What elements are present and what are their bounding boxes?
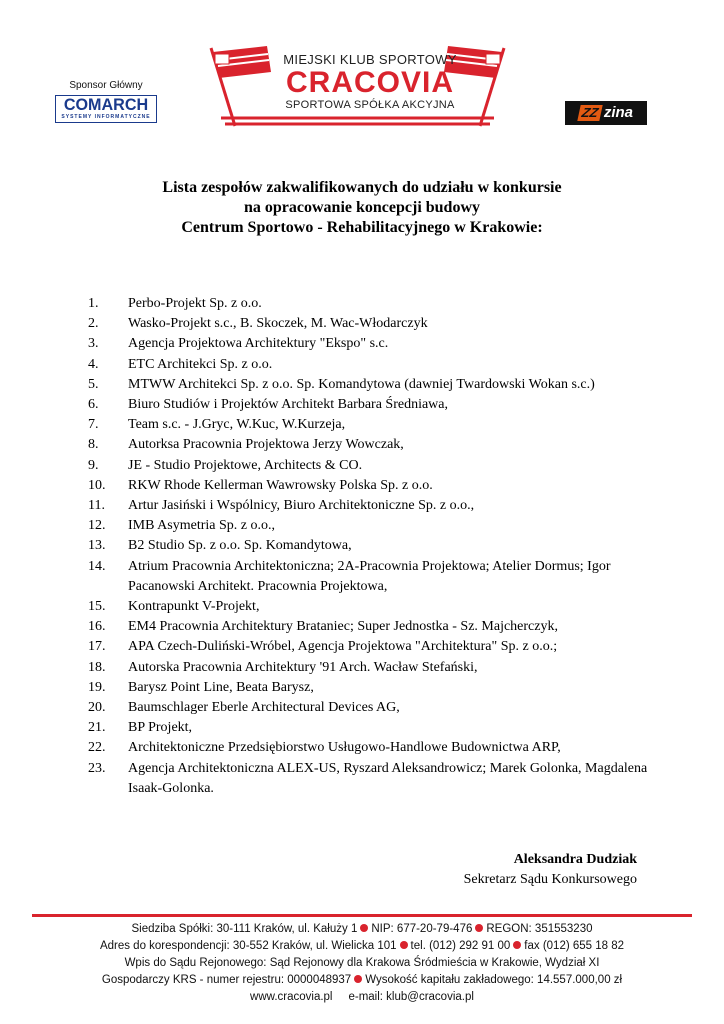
list-item-number: 5.: [88, 376, 99, 392]
list-item-text: Artur Jasiński i Wspólnicy, Biuro Architektoniczne Sp. z o.o.,: [128, 498, 475, 514]
list-item-number: 7.: [88, 417, 99, 433]
list-item-number: 18.: [88, 659, 106, 675]
list-item: [88, 698, 648, 718]
list-item-number: 14.: [88, 558, 106, 574]
footer-nip: NIP: 677-20-79-476: [371, 923, 473, 935]
list-item-text: MTWW Architekci Sp. z o.o. Sp. Komandytowa (dawniej Twardowski Wokan s.c.): [128, 376, 595, 392]
list-item: [88, 334, 648, 354]
club-name-text: CRACOVIA: [285, 66, 454, 99]
list-item-number: 23.: [88, 760, 106, 776]
list-item-number: 17.: [88, 639, 106, 655]
list-item-number: 13.: [88, 538, 106, 554]
list-item-text: Architektoniczne Przedsiębiorstwo Usługowo-Handlowe Budownictwa ARP,: [128, 740, 561, 756]
title-line-1: Lista zespołów zakwalifikowanych do udziału w konkursie: [162, 179, 562, 196]
list-item-number: 20.: [88, 700, 106, 716]
list-item-text: BP Projekt,: [128, 720, 193, 736]
sponsor-block: [51, 80, 161, 123]
list-item-number: 10.: [88, 477, 106, 493]
list-item-number: 2.: [88, 316, 99, 332]
footer-line-4: [0, 972, 724, 989]
list-item-text: EM4 Pracownia Architektury Brataniec; Super Jednostka - Sz. Majcherczyk,: [128, 619, 558, 635]
footer-address: Siedziba Spółki: 30-111 Kraków, ul. Kałuży 1: [131, 923, 358, 935]
list-item-text: IMB Asymetria Sp. z o.o.,: [128, 518, 275, 534]
title-line-2: na opracowanie koncepcji budowy: [243, 199, 481, 216]
list-item-number: 6.: [88, 397, 99, 413]
list-item-text: Atrium Pracownia Architektoniczna; 2A-Pracownia Projektowa; Atelier Dormus; Igor Pacanowski Architekt. Pracownia Projektowa,: [128, 558, 611, 594]
list-item-text: Perbo-Projekt Sp. z o.o.: [128, 296, 262, 311]
list-item-text: Agencja Architektoniczna ALEX-US, Ryszard Aleksandrowicz; Marek Golonka, Magdalena Isaak-Golonka.: [128, 760, 648, 796]
list-item-number: 11.: [88, 498, 105, 514]
footer-regon: REGON: 351553230: [486, 923, 593, 935]
list-item: [88, 617, 648, 637]
zina-logo-mark: ZZ: [577, 105, 602, 121]
footer-line-2: [0, 938, 724, 955]
list-item-text: Kontrapunkt V-Projekt,: [128, 599, 260, 615]
list-item: [88, 597, 648, 617]
list-item: [88, 678, 648, 698]
list-item-number: 4.: [88, 356, 99, 372]
footer-line-5: [0, 989, 724, 1006]
list-item-text: B2 Studio Sp. z o.o. Sp. Komandytowa,: [128, 538, 352, 554]
list-item: [88, 557, 648, 597]
list-item: [88, 759, 648, 799]
list-item: [88, 637, 648, 657]
comarch-logo-subtext: SYSTEMY INFORMATYCZNE: [61, 114, 151, 120]
list-item-text: Autorska Pracownia Architektury '91 Arch. Wacław Stefański,: [128, 659, 478, 675]
qualified-teams-list: [88, 294, 648, 799]
list-item: [88, 456, 648, 476]
list-item-text: Agencja Projektowa Architektury "Ekspo" s.c.: [128, 336, 389, 352]
list-item-number: 3.: [88, 336, 99, 352]
footer-fax: fax (012) 655 18 82: [524, 940, 625, 952]
list-item-number: 8.: [88, 437, 99, 453]
footer-phone: tel. (012) 292 91 00: [410, 940, 511, 952]
cracovia-logo: [205, 42, 510, 132]
club-company-text: SPORTOWA SPÓŁKA AKCYJNA: [285, 99, 455, 111]
footer-email[interactable]: e-mail: klub@cracovia.pl: [348, 991, 474, 1003]
list-item-text: APA Czech-Duliński-Wróbel, Agencja Projektowa "Architektura" Sp. z o.o.;: [128, 639, 558, 655]
document-title: [0, 178, 724, 238]
list-item: [88, 476, 648, 496]
list-item-number: 16.: [88, 619, 106, 635]
bullet-icon: [475, 924, 483, 932]
list-item-text: JE - Studio Projektowe, Architects & CO.: [128, 457, 363, 473]
list-item-number: 9.: [88, 457, 99, 473]
signatory-name: Aleksandra Dudziak: [513, 852, 637, 867]
list-item: [88, 496, 648, 516]
list-item-text: Barysz Point Line, Beata Barysz,: [128, 679, 314, 695]
footer: [0, 921, 724, 1006]
list-item-number: 22.: [88, 740, 106, 756]
sponsor-label: Sponsor Główny: [69, 80, 143, 91]
cracovia-logo-text-block: [275, 52, 465, 124]
list-item: [88, 536, 648, 556]
list-item-text: Team s.c. - J.Gryc, W.Kuc, W.Kurzeja,: [128, 417, 346, 433]
footer-line-3: Wpis do Sądu Rejonowego: Sąd Rejonowy dla Krakowa Śródmieścia w Krakowie, Wydział XI: [124, 957, 600, 969]
title-line-3: Centrum Sportowo - Rehabilitacyjnego w Krakowie:: [181, 219, 543, 236]
list-item: [88, 395, 648, 415]
list-item: [88, 738, 648, 758]
footer-capital: Wysokość kapitału zakładowego: 14.557.000,00 zł: [365, 974, 623, 986]
list-item-number: 12.: [88, 518, 106, 534]
zina-logo-text: zina: [603, 104, 634, 121]
list-item: [88, 314, 648, 334]
footer-website[interactable]: www.cracovia.pl: [250, 991, 333, 1003]
comarch-logo: [55, 95, 157, 123]
list-item-text: ETC Architekci Sp. z o.o.: [128, 356, 273, 372]
footer-divider: [32, 914, 692, 917]
footer-correspondence: Adres do korespondencji: 30-552 Kraków, ul. Wielicka 101: [99, 940, 397, 952]
list-item-text: RKW Rhode Kellerman Wawrowsky Polska Sp. z o.o.: [128, 477, 433, 493]
comarch-logo-text: COMARCH: [63, 95, 149, 114]
list-item-number: 1.: [88, 296, 99, 311]
list-item-text: Biuro Studiów i Projektów Architekt Barbara Średniawa,: [128, 397, 448, 413]
signatory-role: Sekretarz Sądu Konkursowego: [463, 872, 637, 887]
list-item: [88, 435, 648, 455]
club-type-text: MIEJSKI KLUB SPORTOWY: [283, 52, 457, 67]
list-item: [88, 375, 648, 395]
list-item: [88, 718, 648, 738]
list-item-text: Baumschlager Eberle Architectural Devices AG,: [128, 700, 400, 716]
zina-logo: [565, 101, 647, 125]
list-item-number: 21.: [88, 720, 106, 736]
list-item: [88, 415, 648, 435]
list-item: [88, 355, 648, 375]
bullet-icon: [360, 924, 368, 932]
list-item-text: Wasko-Projekt s.c., B. Skoczek, M. Wac-Włodarczyk: [128, 316, 428, 332]
bullet-icon: [400, 941, 408, 949]
signature-block: [464, 850, 637, 890]
list-item-number: 15.: [88, 599, 106, 615]
list-item-number: 19.: [88, 679, 106, 695]
list-item: [88, 658, 648, 678]
footer-line-1: [0, 921, 724, 938]
bullet-icon: [513, 941, 521, 949]
list-item: [88, 516, 648, 536]
list-item: [88, 294, 648, 314]
footer-krs: Gospodarczy KRS - numer rejestru: 0000048937: [101, 974, 352, 986]
list-item-text: Autorksa Pracownia Projektowa Jerzy Wowczak,: [128, 437, 404, 453]
bullet-icon: [354, 975, 362, 983]
